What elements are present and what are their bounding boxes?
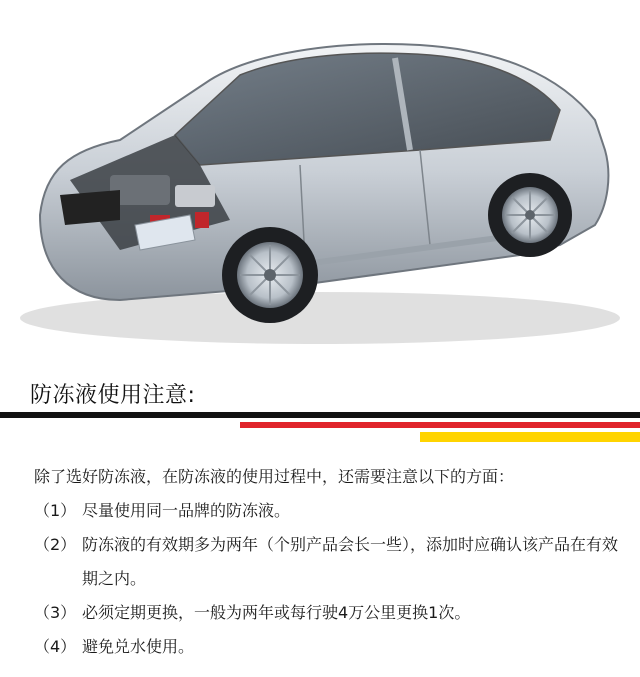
intro-text: 除了选好防冻液，在防冻液的使用过程中，还需要注意以下的方面： xyxy=(34,467,515,486)
list-number: （2） xyxy=(34,535,77,554)
list-text: 避免兑水使用。 xyxy=(82,637,195,656)
list-number: （1） xyxy=(34,501,77,520)
page-title: 防冻液使用注意: xyxy=(30,383,196,408)
notes-section xyxy=(34,460,624,664)
list-number: （4） xyxy=(34,637,77,656)
list-text: 防冻液的有效期多为两年（个别产品会长一些），添加时应确认该产品在有效期之内。 xyxy=(82,535,619,588)
list-item xyxy=(34,630,624,664)
list-number: （3） xyxy=(34,603,77,622)
list-text: 尽量使用同一品牌的防冻液。 xyxy=(82,501,291,520)
list-item xyxy=(34,528,624,596)
divider-red xyxy=(240,422,640,428)
list-item xyxy=(34,596,624,630)
list-item xyxy=(34,494,624,528)
divider-yellow xyxy=(420,432,640,442)
list-text: 必须定期更换，一般为两年或每行驶4万公里更换1次。 xyxy=(82,603,471,622)
divider-black xyxy=(0,412,640,418)
